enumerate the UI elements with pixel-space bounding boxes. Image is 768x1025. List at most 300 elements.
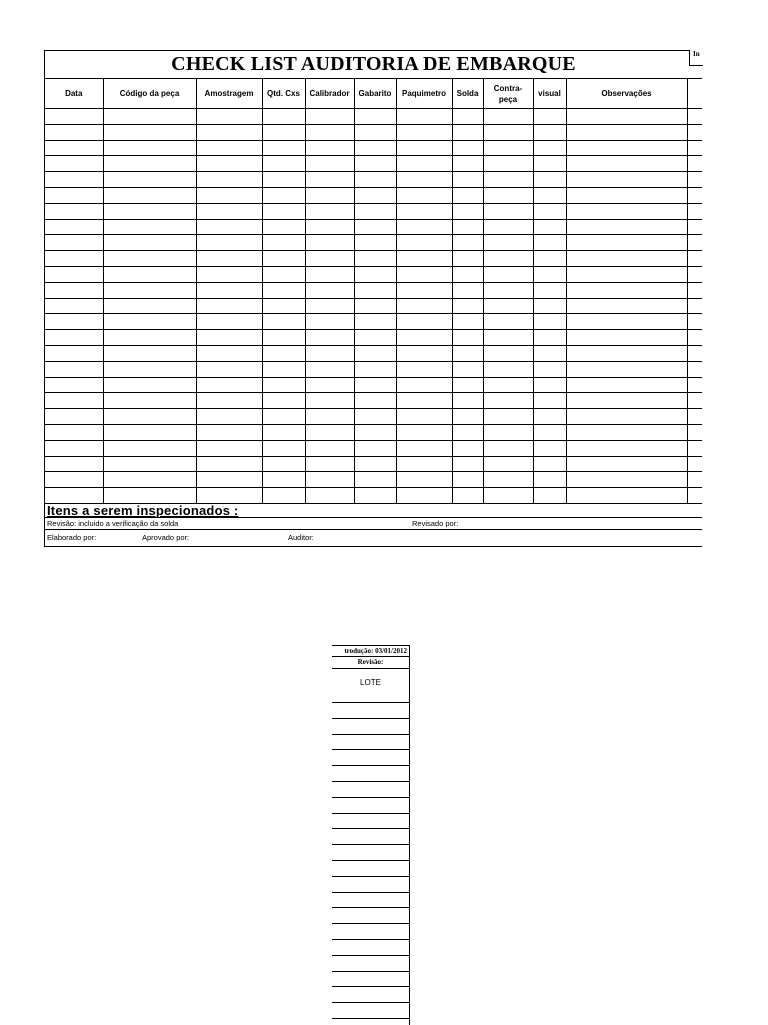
table-cell[interactable] [45, 219, 103, 235]
table-cell[interactable] [196, 472, 262, 488]
table-cell[interactable] [483, 314, 533, 330]
table-cell[interactable] [45, 393, 103, 409]
table-cell[interactable] [483, 109, 533, 125]
table-cell[interactable] [687, 361, 702, 377]
table-cell[interactable] [103, 456, 196, 472]
table-cell[interactable] [262, 282, 305, 298]
table-cell[interactable] [483, 172, 533, 188]
table-cell[interactable] [566, 156, 687, 172]
table-cell[interactable] [305, 235, 354, 251]
lot-row[interactable] [332, 782, 409, 798]
lot-row[interactable] [332, 814, 409, 830]
table-cell[interactable] [45, 472, 103, 488]
table-cell[interactable] [687, 488, 702, 504]
table-cell[interactable] [45, 282, 103, 298]
table-cell[interactable] [45, 361, 103, 377]
table-cell[interactable] [396, 140, 452, 156]
table-cell[interactable] [305, 140, 354, 156]
table-cell[interactable] [566, 298, 687, 314]
table-cell[interactable] [483, 251, 533, 267]
table-cell[interactable] [196, 393, 262, 409]
table-cell[interactable] [452, 456, 483, 472]
table-cell[interactable] [196, 124, 262, 140]
table-cell[interactable] [483, 187, 533, 203]
table-cell[interactable] [687, 109, 702, 125]
table-cell[interactable] [533, 251, 566, 267]
table-cell[interactable] [533, 393, 566, 409]
table-cell[interactable] [103, 314, 196, 330]
table-cell[interactable] [196, 345, 262, 361]
table-cell[interactable] [533, 219, 566, 235]
table-cell[interactable] [262, 219, 305, 235]
table-cell[interactable] [262, 298, 305, 314]
table-cell[interactable] [483, 409, 533, 425]
table-cell[interactable] [396, 124, 452, 140]
table-cell[interactable] [483, 203, 533, 219]
table-cell[interactable] [103, 187, 196, 203]
table-cell[interactable] [262, 235, 305, 251]
table-cell[interactable] [305, 377, 354, 393]
table-cell[interactable] [687, 314, 702, 330]
table-cell[interactable] [687, 377, 702, 393]
table-cell[interactable] [262, 456, 305, 472]
table-cell[interactable] [45, 488, 103, 504]
table-cell[interactable] [396, 488, 452, 504]
table-cell[interactable] [103, 330, 196, 346]
table-cell[interactable] [483, 124, 533, 140]
table-cell[interactable] [566, 219, 687, 235]
table-cell[interactable] [396, 472, 452, 488]
table-cell[interactable] [687, 424, 702, 440]
lot-row[interactable] [332, 750, 409, 766]
lot-row[interactable] [332, 735, 409, 751]
table-cell[interactable] [452, 361, 483, 377]
table-cell[interactable] [305, 472, 354, 488]
table-cell[interactable] [354, 330, 396, 346]
table-cell[interactable] [45, 124, 103, 140]
table-cell[interactable] [196, 330, 262, 346]
table-cell[interactable] [452, 424, 483, 440]
table-cell[interactable] [354, 219, 396, 235]
table-cell[interactable] [483, 393, 533, 409]
table-cell[interactable] [533, 314, 566, 330]
table-cell[interactable] [103, 440, 196, 456]
table-cell[interactable] [354, 172, 396, 188]
table-cell[interactable] [45, 172, 103, 188]
table-cell[interactable] [196, 314, 262, 330]
table-cell[interactable] [566, 124, 687, 140]
table-cell[interactable] [396, 187, 452, 203]
table-cell[interactable] [452, 282, 483, 298]
table-cell[interactable] [103, 393, 196, 409]
table-cell[interactable] [396, 298, 452, 314]
table-cell[interactable] [354, 456, 396, 472]
table-cell[interactable] [452, 377, 483, 393]
table-cell[interactable] [533, 472, 566, 488]
table-cell[interactable] [196, 456, 262, 472]
table-cell[interactable] [566, 314, 687, 330]
table-cell[interactable] [354, 187, 396, 203]
table-cell[interactable] [483, 361, 533, 377]
table-cell[interactable] [305, 203, 354, 219]
table-cell[interactable] [483, 440, 533, 456]
table-cell[interactable] [533, 377, 566, 393]
table-cell[interactable] [262, 172, 305, 188]
table-cell[interactable] [566, 456, 687, 472]
table-cell[interactable] [483, 156, 533, 172]
lot-row[interactable] [332, 1019, 409, 1025]
table-cell[interactable] [103, 472, 196, 488]
table-cell[interactable] [262, 266, 305, 282]
table-cell[interactable] [262, 156, 305, 172]
table-cell[interactable] [533, 345, 566, 361]
table-cell[interactable] [533, 109, 566, 125]
table-cell[interactable] [103, 377, 196, 393]
table-cell[interactable] [566, 472, 687, 488]
table-cell[interactable] [452, 156, 483, 172]
table-cell[interactable] [103, 172, 196, 188]
table-cell[interactable] [566, 440, 687, 456]
table-cell[interactable] [196, 251, 262, 267]
table-cell[interactable] [196, 409, 262, 425]
table-cell[interactable] [396, 424, 452, 440]
table-cell[interactable] [687, 456, 702, 472]
table-cell[interactable] [305, 488, 354, 504]
table-cell[interactable] [354, 377, 396, 393]
table-cell[interactable] [452, 488, 483, 504]
table-cell[interactable] [687, 172, 702, 188]
table-cell[interactable] [452, 314, 483, 330]
table-cell[interactable] [687, 298, 702, 314]
table-cell[interactable] [196, 235, 262, 251]
table-cell[interactable] [305, 345, 354, 361]
table-cell[interactable] [196, 298, 262, 314]
table-cell[interactable] [396, 203, 452, 219]
table-cell[interactable] [354, 156, 396, 172]
table-cell[interactable] [452, 124, 483, 140]
table-cell[interactable] [566, 409, 687, 425]
table-cell[interactable] [483, 377, 533, 393]
table-cell[interactable] [354, 314, 396, 330]
table-cell[interactable] [483, 424, 533, 440]
table-cell[interactable] [354, 124, 396, 140]
table-cell[interactable] [687, 409, 702, 425]
table-cell[interactable] [566, 282, 687, 298]
table-cell[interactable] [533, 456, 566, 472]
table-cell[interactable] [103, 361, 196, 377]
table-cell[interactable] [533, 409, 566, 425]
table-cell[interactable] [354, 345, 396, 361]
table-cell[interactable] [452, 140, 483, 156]
lot-row[interactable] [332, 877, 409, 893]
table-cell[interactable] [262, 361, 305, 377]
table-cell[interactable] [354, 109, 396, 125]
table-cell[interactable] [396, 235, 452, 251]
table-cell[interactable] [196, 187, 262, 203]
table-cell[interactable] [262, 251, 305, 267]
table-cell[interactable] [396, 330, 452, 346]
table-cell[interactable] [483, 298, 533, 314]
table-cell[interactable] [396, 377, 452, 393]
table-cell[interactable] [45, 409, 103, 425]
table-cell[interactable] [687, 219, 702, 235]
table-cell[interactable] [305, 440, 354, 456]
table-cell[interactable] [687, 156, 702, 172]
table-cell[interactable] [396, 266, 452, 282]
table-cell[interactable] [305, 109, 354, 125]
table-cell[interactable] [196, 424, 262, 440]
table-cell[interactable] [566, 251, 687, 267]
table-cell[interactable] [354, 140, 396, 156]
table-cell[interactable] [566, 172, 687, 188]
table-cell[interactable] [687, 124, 702, 140]
table-cell[interactable] [354, 203, 396, 219]
table-cell[interactable] [533, 187, 566, 203]
table-cell[interactable] [262, 488, 305, 504]
table-cell[interactable] [483, 472, 533, 488]
table-cell[interactable] [533, 440, 566, 456]
table-cell[interactable] [452, 330, 483, 346]
table-cell[interactable] [483, 219, 533, 235]
table-cell[interactable] [103, 219, 196, 235]
table-cell[interactable] [103, 424, 196, 440]
table-cell[interactable] [196, 361, 262, 377]
table-cell[interactable] [483, 330, 533, 346]
table-cell[interactable] [566, 393, 687, 409]
table-cell[interactable] [396, 109, 452, 125]
table-cell[interactable] [566, 266, 687, 282]
table-cell[interactable] [354, 298, 396, 314]
table-cell[interactable] [196, 156, 262, 172]
table-cell[interactable] [305, 156, 354, 172]
table-cell[interactable] [103, 251, 196, 267]
table-cell[interactable] [305, 219, 354, 235]
table-cell[interactable] [103, 124, 196, 140]
table-cell[interactable] [533, 203, 566, 219]
table-cell[interactable] [305, 409, 354, 425]
table-cell[interactable] [533, 266, 566, 282]
table-cell[interactable] [533, 424, 566, 440]
table-cell[interactable] [262, 409, 305, 425]
table-cell[interactable] [483, 235, 533, 251]
lot-row[interactable] [332, 893, 409, 909]
table-cell[interactable] [354, 440, 396, 456]
table-cell[interactable] [354, 251, 396, 267]
table-cell[interactable] [533, 330, 566, 346]
table-cell[interactable] [262, 440, 305, 456]
table-cell[interactable] [483, 140, 533, 156]
table-cell[interactable] [687, 187, 702, 203]
table-cell[interactable] [305, 298, 354, 314]
table-cell[interactable] [45, 424, 103, 440]
table-cell[interactable] [196, 282, 262, 298]
table-cell[interactable] [566, 187, 687, 203]
table-cell[interactable] [305, 330, 354, 346]
table-cell[interactable] [305, 266, 354, 282]
table-cell[interactable] [354, 488, 396, 504]
table-cell[interactable] [566, 377, 687, 393]
table-cell[interactable] [305, 361, 354, 377]
table-cell[interactable] [452, 219, 483, 235]
table-cell[interactable] [262, 424, 305, 440]
table-cell[interactable] [533, 488, 566, 504]
table-cell[interactable] [196, 140, 262, 156]
table-cell[interactable] [305, 282, 354, 298]
table-cell[interactable] [687, 282, 702, 298]
table-cell[interactable] [396, 393, 452, 409]
table-cell[interactable] [262, 314, 305, 330]
table-cell[interactable] [566, 424, 687, 440]
table-cell[interactable] [305, 172, 354, 188]
table-cell[interactable] [687, 393, 702, 409]
table-cell[interactable] [452, 472, 483, 488]
table-cell[interactable] [354, 409, 396, 425]
table-cell[interactable] [262, 330, 305, 346]
table-cell[interactable] [196, 266, 262, 282]
table-cell[interactable] [396, 361, 452, 377]
table-cell[interactable] [262, 377, 305, 393]
lot-row[interactable] [332, 766, 409, 782]
table-cell[interactable] [262, 393, 305, 409]
table-cell[interactable] [196, 440, 262, 456]
table-cell[interactable] [45, 330, 103, 346]
lot-row[interactable] [332, 972, 409, 988]
lot-row[interactable] [332, 829, 409, 845]
table-cell[interactable] [103, 409, 196, 425]
table-cell[interactable] [533, 140, 566, 156]
table-cell[interactable] [452, 298, 483, 314]
table-cell[interactable] [103, 345, 196, 361]
lot-row[interactable] [332, 924, 409, 940]
lot-row[interactable] [332, 940, 409, 956]
table-cell[interactable] [196, 109, 262, 125]
table-cell[interactable] [45, 235, 103, 251]
table-cell[interactable] [354, 424, 396, 440]
table-cell[interactable] [533, 172, 566, 188]
table-cell[interactable] [687, 330, 702, 346]
table-cell[interactable] [262, 472, 305, 488]
table-cell[interactable] [533, 124, 566, 140]
table-cell[interactable] [45, 266, 103, 282]
table-cell[interactable] [305, 424, 354, 440]
table-cell[interactable] [396, 156, 452, 172]
table-cell[interactable] [354, 266, 396, 282]
table-cell[interactable] [305, 314, 354, 330]
table-cell[interactable] [45, 456, 103, 472]
lot-row[interactable] [332, 908, 409, 924]
table-cell[interactable] [483, 282, 533, 298]
table-cell[interactable] [103, 109, 196, 125]
table-cell[interactable] [354, 361, 396, 377]
table-cell[interactable] [533, 156, 566, 172]
table-cell[interactable] [566, 109, 687, 125]
table-cell[interactable] [396, 219, 452, 235]
table-cell[interactable] [45, 140, 103, 156]
table-cell[interactable] [483, 266, 533, 282]
table-cell[interactable] [396, 251, 452, 267]
table-cell[interactable] [687, 440, 702, 456]
table-cell[interactable] [687, 140, 702, 156]
table-cell[interactable] [196, 488, 262, 504]
table-cell[interactable] [196, 203, 262, 219]
table-cell[interactable] [103, 156, 196, 172]
table-cell[interactable] [452, 393, 483, 409]
table-cell[interactable] [396, 456, 452, 472]
table-cell[interactable] [452, 172, 483, 188]
lot-row[interactable] [332, 987, 409, 1003]
table-cell[interactable] [262, 109, 305, 125]
table-cell[interactable] [566, 203, 687, 219]
table-cell[interactable] [45, 251, 103, 267]
table-cell[interactable] [566, 345, 687, 361]
lot-row[interactable] [332, 861, 409, 877]
table-cell[interactable] [533, 235, 566, 251]
table-cell[interactable] [262, 140, 305, 156]
table-cell[interactable] [533, 298, 566, 314]
table-cell[interactable] [452, 187, 483, 203]
table-cell[interactable] [196, 377, 262, 393]
table-cell[interactable] [103, 298, 196, 314]
table-cell[interactable] [196, 219, 262, 235]
table-cell[interactable] [103, 140, 196, 156]
table-cell[interactable] [262, 187, 305, 203]
table-cell[interactable] [396, 409, 452, 425]
lot-row[interactable] [332, 703, 409, 719]
table-cell[interactable] [452, 440, 483, 456]
table-cell[interactable] [103, 266, 196, 282]
table-cell[interactable] [566, 361, 687, 377]
table-cell[interactable] [687, 472, 702, 488]
table-cell[interactable] [452, 409, 483, 425]
table-cell[interactable] [45, 440, 103, 456]
table-cell[interactable] [533, 361, 566, 377]
table-cell[interactable] [566, 330, 687, 346]
table-cell[interactable] [396, 282, 452, 298]
table-cell[interactable] [452, 235, 483, 251]
lot-row[interactable] [332, 1003, 409, 1019]
table-cell[interactable] [483, 345, 533, 361]
table-cell[interactable] [354, 235, 396, 251]
table-cell[interactable] [45, 203, 103, 219]
table-cell[interactable] [452, 203, 483, 219]
table-cell[interactable] [305, 456, 354, 472]
table-cell[interactable] [262, 203, 305, 219]
table-cell[interactable] [566, 235, 687, 251]
table-cell[interactable] [305, 251, 354, 267]
table-cell[interactable] [396, 172, 452, 188]
table-cell[interactable] [452, 266, 483, 282]
lot-row[interactable] [332, 719, 409, 735]
table-cell[interactable] [262, 345, 305, 361]
table-cell[interactable] [305, 124, 354, 140]
table-cell[interactable] [103, 488, 196, 504]
table-cell[interactable] [566, 488, 687, 504]
table-cell[interactable] [483, 488, 533, 504]
table-cell[interactable] [687, 203, 702, 219]
table-cell[interactable] [45, 377, 103, 393]
table-cell[interactable] [45, 109, 103, 125]
table-cell[interactable] [396, 440, 452, 456]
table-cell[interactable] [103, 282, 196, 298]
table-cell[interactable] [45, 314, 103, 330]
table-cell[interactable] [452, 251, 483, 267]
table-cell[interactable] [452, 109, 483, 125]
table-cell[interactable] [262, 124, 305, 140]
table-cell[interactable] [687, 266, 702, 282]
table-cell[interactable] [45, 298, 103, 314]
lot-row[interactable] [332, 798, 409, 814]
table-cell[interactable] [45, 345, 103, 361]
